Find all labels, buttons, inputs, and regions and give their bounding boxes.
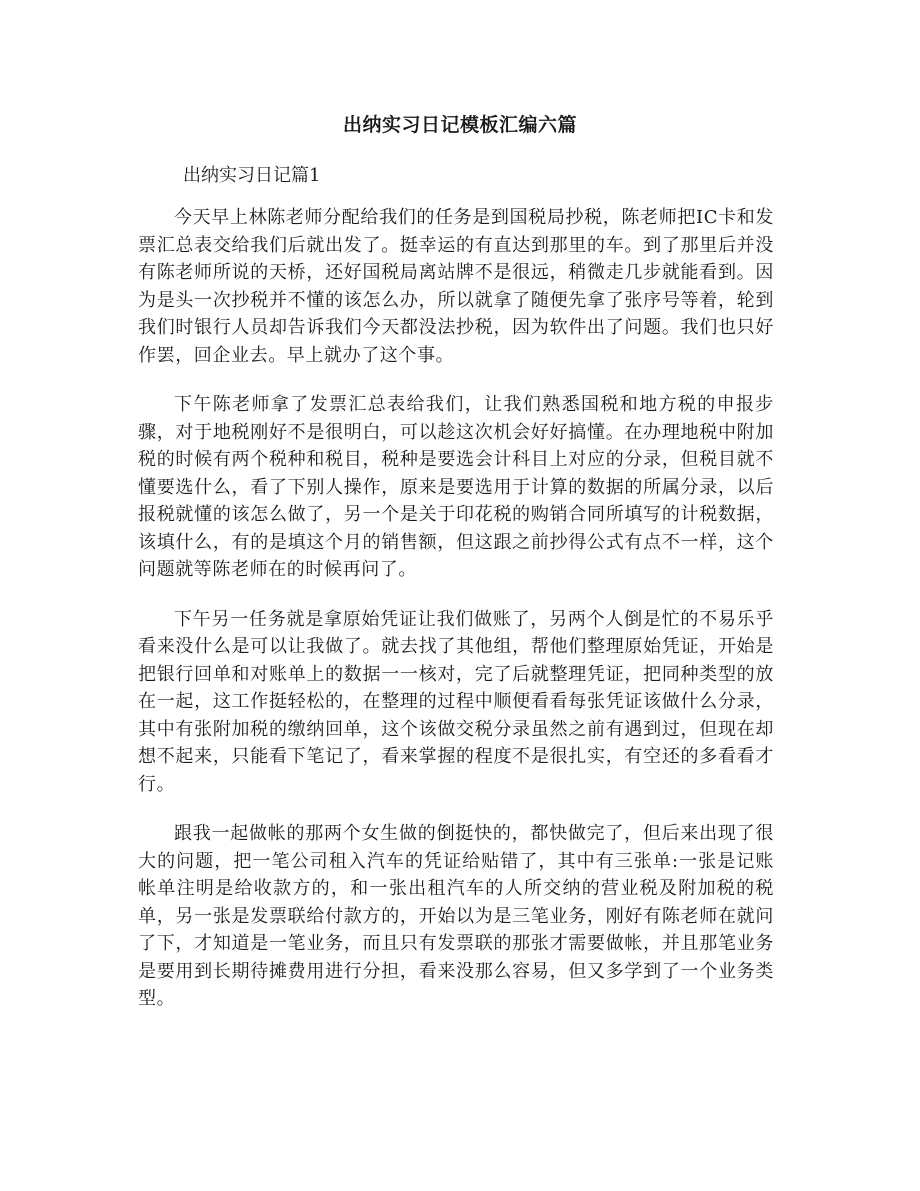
document-title: 出纳实习日记模板汇编六篇 [342,114,577,136]
paragraph-3: 下午另一任务就是拿原始凭证让我们做账了，另两个人倒是忙的不易乐乎看来没什么是可以让我做了。就去找了其他组，帮他们整理原始凭证，开始是把银行回单和对账单上的数据一一核对，完了后就整理凭证，把同种类型的放在一起，这工作挺轻松的，在整理的过程中顺便看看每张凭证该做什么分录，其中有张附加税的缴纳回单，这个该做交税分录虽然之前有遇到过，但现在却想不起来，只能看下笔记了，看来掌握的程度不是很扎实，有空还的多看看才行。 [138,608,774,795]
paragraph-2: 下午陈老师拿了发票汇总表给我们，让我们熟悉国税和地方税的申报步骤，对于地税刚好不是很明白，可以趁这次机会好好搞懂。在办理地税中附加税的时候有两个税种和税目，税种是要选会计科目上对应的分录，但税目就不懂要选什么，看了下别人操作，原来是要选用于计算的数据的所属分录，以后报税就懂的该怎么做了，另一个是关于印花税的购销合同所填写的计税数据，该填什么，有的是填这个月的销售额，但这跟之前抄得公式有点不一样，这个问题就等陈老师在的时候再问了。 [138,394,774,580]
paragraph-4: 跟我一起做帐的那两个女生做的倒挺快的，都快做完了，但后来出现了很大的问题，把一笔公司租入汽车的凭证给贴错了，其中有三张单:一张是记账帐单注明是给收款方的，和一张出租汽车的人所交纳的营业税及附加税的税单，另一张是发票联给付款方的，开始以为是三笔业务，刚好有陈老师在就问了下，才知道是一笔业务，而且只有发票联的那张才需要做帐，并且那笔业务是要用到长期待摊费用进行分担，看来没那么容易，但又多学到了一个业务类型。 [138,823,774,1009]
paragraph-1: 今天早上林陈老师分配给我们的任务是到国税局抄税，陈老师把IC卡和发票汇总表交给我们后就出发了。挺幸运的有直达到那里的车。到了那里后并没有陈老师所说的天桥，还好国税局离站牌不是很远，稍微走几步就能看到。因为是头一次抄税并不懂的该怎么办，所以就拿了随便先拿了张序号等着，轮到我们时银行人员却告诉我们今天都没法抄税，因为软件出了问题。我们也只好作罢，回企业去。早上就办了这个事。 [138,207,774,366]
section-heading: 出纳实习日记篇1 [183,165,321,186]
document-body [138,204,774,1035]
